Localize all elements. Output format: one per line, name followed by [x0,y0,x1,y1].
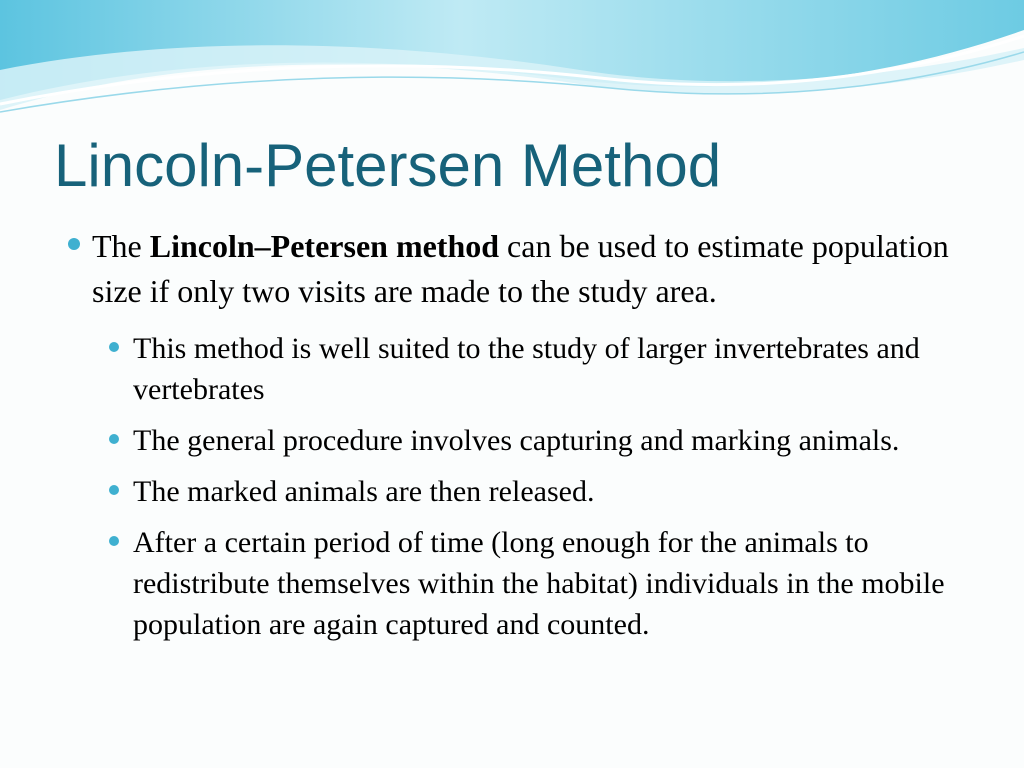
sub-bullet-dot [109,485,119,495]
bullet-main [92,224,952,314]
bullet-main-text-1: The [92,228,150,264]
sub-bullet-3 [133,471,963,512]
sub-bullet-text: This method is well suited to the study of larger invertebrates and vertebrates [133,332,920,406]
sub-bullet-2 [133,420,963,461]
sub-bullet-text: After a certain period of time (long enough for the animals to redistribute themselves within the habitat) individuals in the mobile population are again captured and counted. [133,526,945,641]
bullet-main-bold-term: Lincoln–Petersen method [149,228,500,264]
sub-bullet-dot [109,342,119,352]
bullet-dot [68,238,80,250]
sub-bullet-text: The general procedure involves capturing and marking animals. [133,424,900,457]
sub-bullet-4 [133,522,963,645]
bullet-main-text-2: can be used to estimate population size if only two visits are made to the study area. [92,228,949,309]
sub-bullet-text: The marked animals are then released. [133,475,595,508]
sub-bullet-1 [133,328,963,410]
slide-title: Lincoln-Petersen Method [54,132,722,199]
slide-content [0,224,1024,645]
sub-bullet-dot [109,434,119,444]
sub-bullet-dot [109,536,119,546]
wave-decoration [0,0,1024,130]
